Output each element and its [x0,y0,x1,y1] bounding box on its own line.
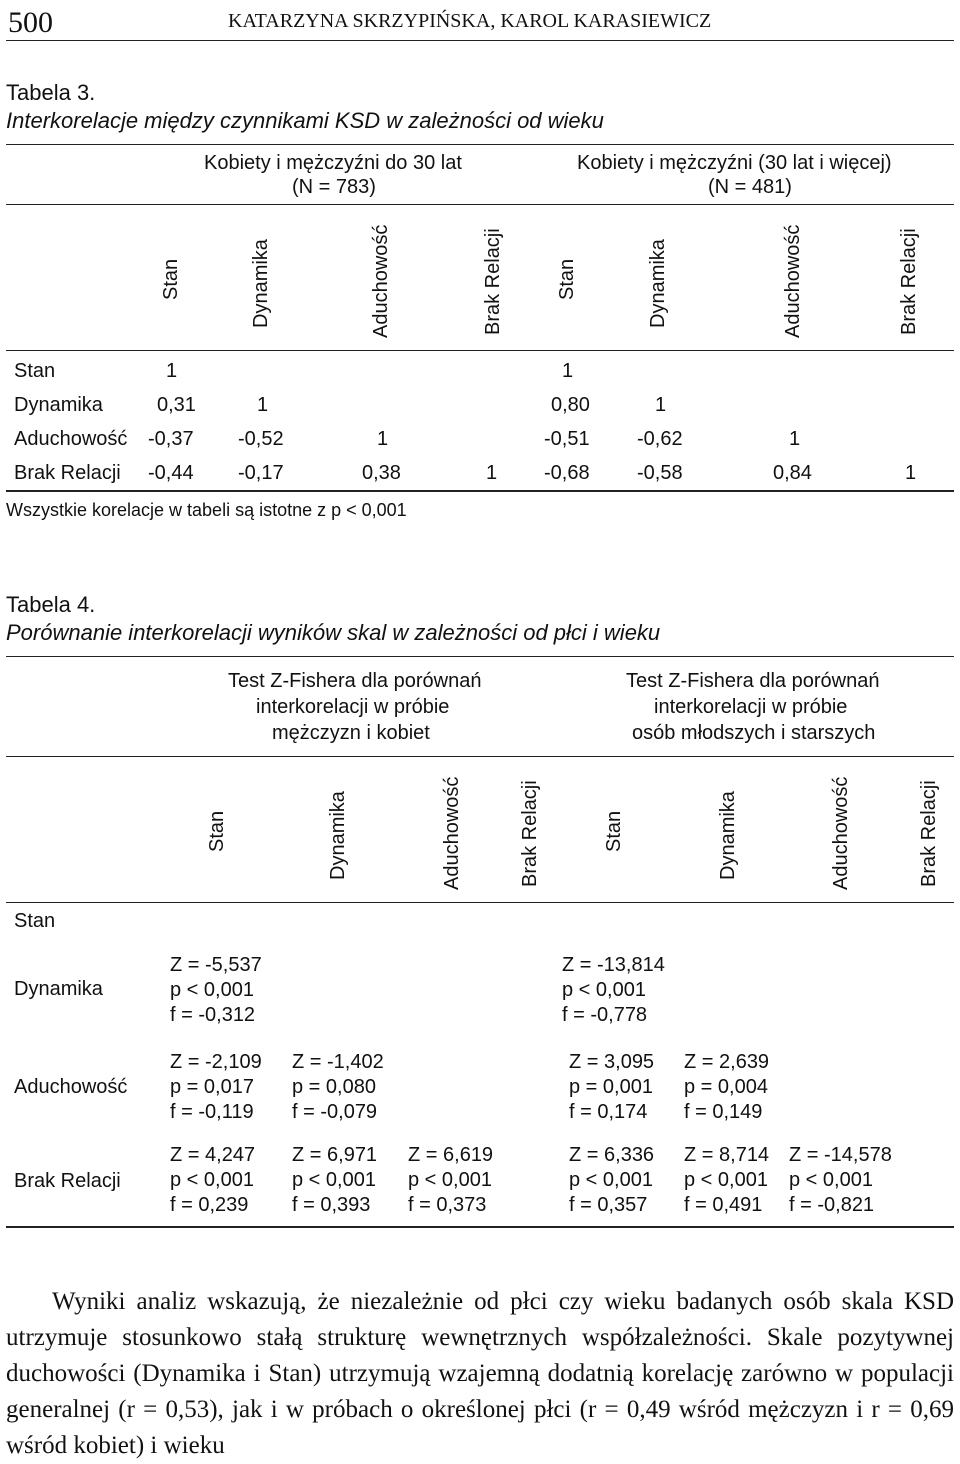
f-value: f = 0,239 [170,1194,249,1216]
table4-title: Porównanie interkorelacji wyników skal w zależności od płci i wieku [6,620,661,645]
z-value: Z = 3,095 [569,1051,655,1073]
table4-col-aduchowosc-g1: Aduchowość [441,776,463,890]
table3-group1-n: (N = 783) [292,176,376,198]
p-value: p < 0,001 [170,1169,254,1191]
table-cell: 0,38 [362,462,401,484]
p-value: p < 0,001 [292,1169,376,1191]
row-label: Stan [14,360,56,382]
table3-col-stan-g1: Stan [160,258,182,300]
table-cell: -0,51 [544,428,590,450]
p-value: p = 0,001 [569,1076,653,1098]
table4-col-stan-g1: Stan [206,810,228,852]
p-value: p < 0,001 [562,979,646,1001]
table4-col-brak-g2: Brak Relacji [918,780,940,887]
table4-col-dynamika-g2: Dynamika [717,791,739,880]
table-cell: 1 [789,428,801,450]
z-value: Z = 6,971 [292,1144,378,1166]
table3-group2-n: (N = 481) [708,176,792,198]
table-cell: -0,68 [544,462,590,484]
table4-row-label-aduchowosc: Aduchowość [14,1076,128,1098]
table3-group2-title: Kobiety i mężczyźni (30 lat i więcej) [577,152,892,174]
table-cell: -0,58 [637,462,683,484]
table-cell: 1 [562,360,574,382]
table-cell: 1 [655,394,667,416]
header-rule [6,40,954,41]
table4-label: Tabela 4. [6,592,96,617]
running-header-authors: KATARZYNA SKRZYPIŃSKA, KAROL KARASIEWICZ [228,10,712,32]
table3-group-rule [6,204,954,205]
table3-header-rule [6,350,954,351]
table3-col-brak-g2: Brak Relacji [898,228,920,335]
table-cell: 1 [377,428,389,450]
z-test-cell [170,1050,262,1125]
table-cell: -0,17 [238,462,284,484]
z-test-cell [408,1143,493,1218]
body-paragraph: Wyniki analiz wskazują, że niezależnie od płci czy wieku badanych osób skala KSD utrzymuje stosunkowo stałą strukturę wewnętrznych współzależności. Skale pozytywnej duchowości (Dynamika i Stan) utrzymują wzajemną dodatnią korelację zarówno w populacji generalnej (r = 0,53), jak i w próbach o określonej płci (r = 0,49 wśród mężczyzn i r = 0,69 wśród kobiet) i wieku [6,1288,954,1459]
table3-group1-title: Kobiety i mężczyźni do 30 lat [204,152,462,174]
table4-col-dynamika-g1: Dynamika [327,791,349,880]
p-value: p = 0,017 [170,1076,254,1098]
table3-col-stan-g2: Stan [556,258,578,300]
z-test-cell [684,1143,769,1218]
p-value: p < 0,001 [569,1169,653,1191]
table3-col-dynamika-g1: Dynamika [250,239,272,328]
table-cell: 0,80 [551,394,590,416]
z-test-cell [292,1143,377,1218]
z-value: Z = 4,247 [170,1144,256,1166]
table-cell: 1 [905,462,917,484]
table-cell: -0,44 [148,462,194,484]
table3-col-dynamika-g2: Dynamika [647,239,669,328]
f-value: f = -0,312 [170,1004,256,1026]
z-test-cell [684,1050,769,1125]
z-value: Z = -2,109 [170,1051,262,1073]
table4-col-brak-g1: Brak Relacji [519,780,541,887]
table4-top-rule [6,656,954,657]
table4-row-label-dynamika: Dynamika [14,978,103,1000]
z-value: Z = 8,714 [684,1144,770,1166]
z-value: Z = -13,814 [562,954,665,976]
table-cell: 0,84 [773,462,812,484]
table3-col-aduchowosc-g1: Aduchowość [370,224,392,338]
z-value: Z = 6,336 [569,1144,655,1166]
z-value: Z = -14,578 [789,1144,892,1166]
table4-bottom-rule [6,1226,954,1228]
p-value: p < 0,001 [408,1169,492,1191]
p-value: p = 0,080 [292,1076,376,1098]
table4-group1-line1: Test Z-Fishera dla porównań [228,670,482,692]
table-cell: 1 [257,394,269,416]
row-label: Aduchowość [14,428,128,450]
table4-row-label-stan: Stan [14,910,56,932]
f-value: f = -0,119 [170,1101,254,1123]
table3-title: Interkorelacje między czynnikami KSD w zależności od wieku [6,108,604,133]
table4-group2-line2: interkorelacji w próbie [654,696,848,718]
table-cell: -0,62 [637,428,683,450]
table4-header-rule [6,902,954,903]
z-test-cell [789,1143,892,1218]
table4-group1-line3: mężczyzn i kobiet [272,722,430,744]
row-label: Brak Relacji [14,462,121,484]
z-value: Z = 6,619 [408,1144,494,1166]
f-value: f = -0,778 [562,1004,648,1026]
z-test-cell [170,1143,255,1218]
p-value: p < 0,001 [684,1169,768,1191]
z-test-cell [562,953,665,1028]
f-value: f = 0,174 [569,1101,648,1123]
z-value: Z = 2,639 [684,1051,770,1073]
table-cell: 1 [166,360,178,382]
f-value: f = 0,357 [569,1194,648,1216]
table4-col-aduchowosc-g2: Aduchowość [830,776,852,890]
table4-col-stan-g2: Stan [603,810,625,852]
table3-bottom-rule [6,490,954,492]
f-value: f = 0,393 [292,1194,371,1216]
table3-note: Wszystkie korelacje w tabeli są istotne z p < 0,001 [6,500,407,520]
f-value: f = 0,149 [684,1101,763,1123]
table-cell: -0,37 [148,428,194,450]
table4-row-label-brak-relacji: Brak Relacji [14,1170,121,1192]
p-value: p = 0,004 [684,1076,768,1098]
table4-group2-line3: osób młodszych i starszych [632,722,876,744]
table-cell: 0,31 [157,394,196,416]
z-test-cell [170,953,262,1028]
f-value: f = 0,373 [408,1194,487,1216]
table3-label: Tabela 3. [6,80,96,105]
p-value: p < 0,001 [170,979,254,1001]
table-cell: -0,52 [238,428,284,450]
p-value: p < 0,001 [789,1169,873,1191]
f-value: f = -0,821 [789,1194,875,1216]
z-test-cell [292,1050,384,1125]
table3-top-rule [6,144,954,145]
z-test-cell [569,1050,654,1125]
table4-group-rule [6,756,954,757]
table4-group2-line1: Test Z-Fishera dla porównań [626,670,880,692]
page-number: 500 [8,6,53,39]
table4-group1-line2: interkorelacji w próbie [256,696,450,718]
f-value: f = -0,079 [292,1101,378,1123]
table-cell: 1 [486,462,498,484]
table3-col-aduchowosc-g2: Aduchowość [782,224,804,338]
z-value: Z = -5,537 [170,954,262,976]
f-value: f = 0,491 [684,1194,763,1216]
row-label: Dynamika [14,394,103,416]
z-test-cell [569,1143,654,1218]
z-value: Z = -1,402 [292,1051,384,1073]
table3-col-brak-g1: Brak Relacji [482,228,504,335]
